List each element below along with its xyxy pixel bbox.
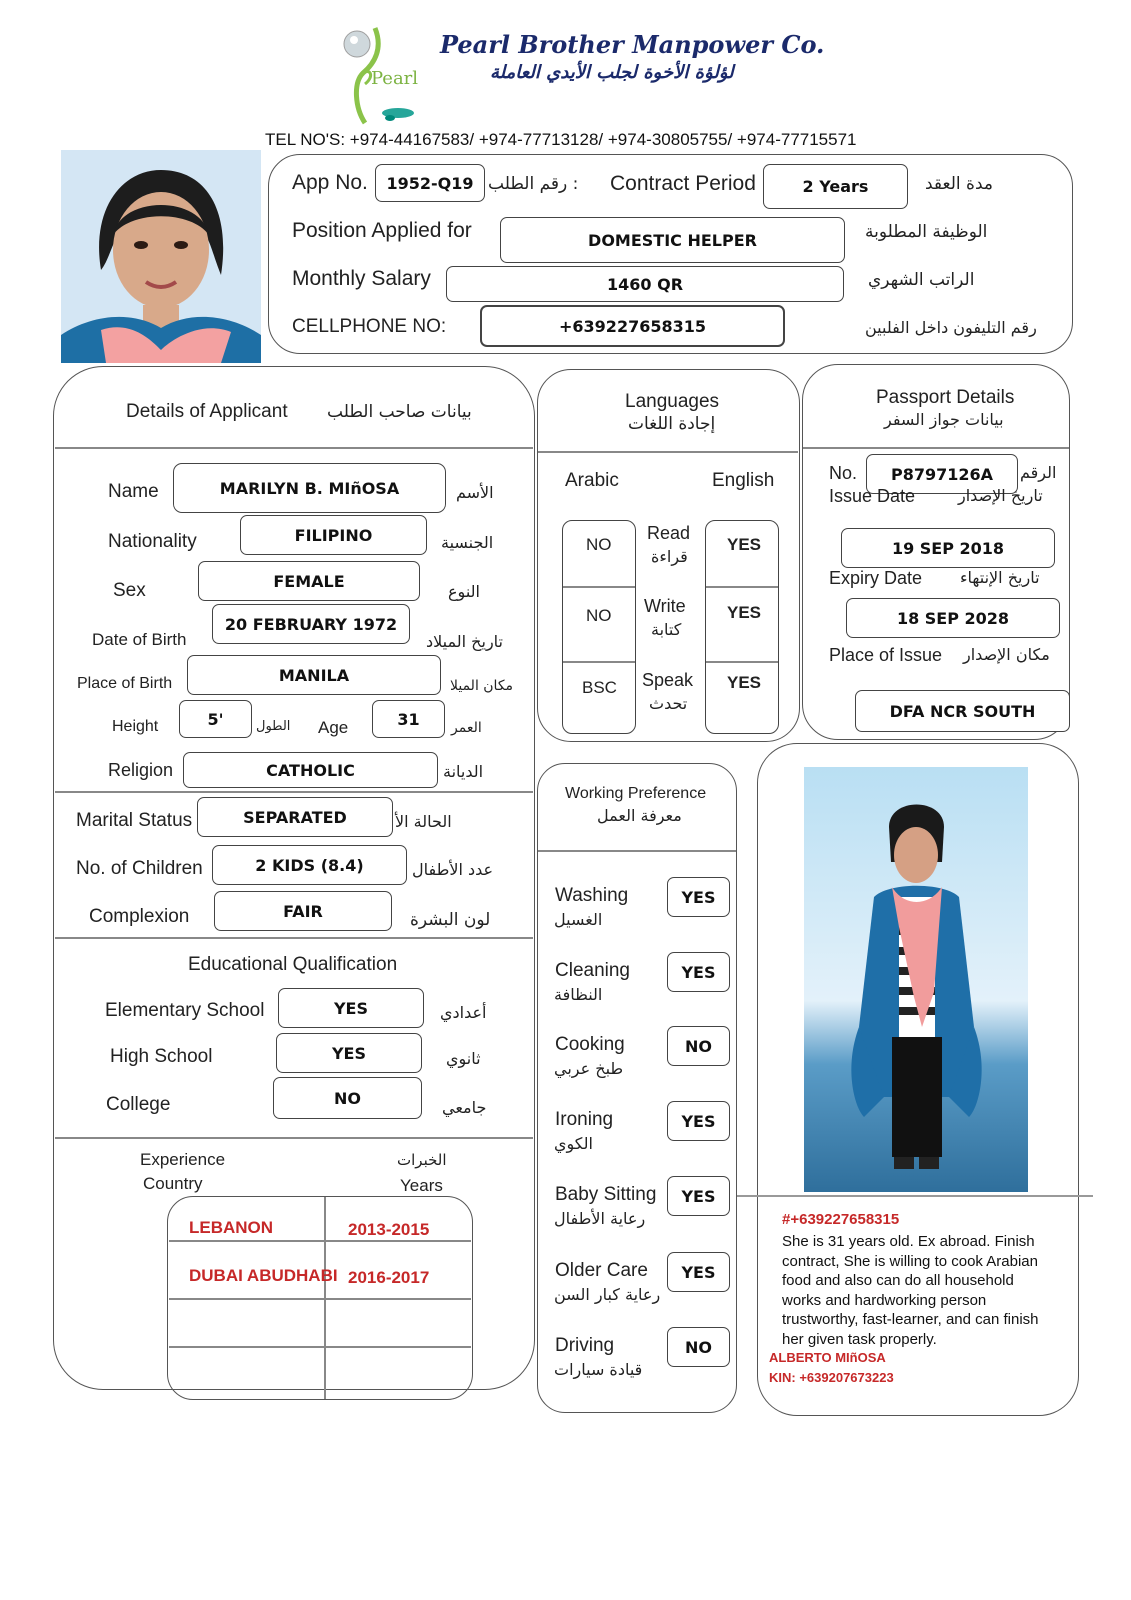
- place-of-issue-field: DFA NCR SOUTH: [855, 690, 1070, 732]
- passport-no-label: No.: [829, 463, 858, 483]
- divider: [55, 791, 533, 793]
- place-of-issue-label: Place of Issue: [829, 645, 943, 665]
- position-field: DOMESTIC HELPER: [500, 217, 845, 263]
- note-phone: #+639227658315: [782, 1211, 900, 1228]
- working-item-label-arabic: الكوي: [554, 1134, 593, 1153]
- divider: [55, 1137, 533, 1139]
- passport-title-arabic: بيانات جواز السفر: [884, 410, 1004, 429]
- logo-text: Pearl: [371, 68, 419, 89]
- company-logo: [335, 18, 430, 128]
- issue-date-arabic: تاريخ الإصدار: [958, 486, 1043, 505]
- passport-no-field: P8797126A: [866, 454, 1018, 494]
- experience-years-2: 2016-2017: [348, 1268, 430, 1287]
- write-english-value: YES: [727, 603, 762, 622]
- nationality-field: FILIPINO: [240, 515, 427, 555]
- dob-arabic: تاريخ الميلاد: [426, 632, 503, 651]
- age-arabic: العمر: [451, 720, 482, 736]
- experience-title: Experience: [140, 1150, 226, 1169]
- note-text: She is 31 years old. Ex abroad. Finish contract, She is willing to cook Arabian food and also can do all household works and hardworking person trustworthy, fast-learner, and can finish her given task properly.: [782, 1233, 1039, 1348]
- religion-arabic: الديانة: [443, 762, 484, 781]
- dob-label: Date of Birth: [92, 630, 187, 649]
- experience-years-1: 2013-2015: [348, 1220, 430, 1239]
- name-arabic: الأسم: [456, 483, 494, 502]
- applicant-full-photo: [804, 767, 1028, 1192]
- working-item-label: Older Care: [555, 1260, 648, 1281]
- applicant-title-arabic: بيانات صاحب الطلب: [327, 402, 472, 422]
- read-label-arabic: قراءة: [651, 547, 688, 566]
- name-label: Name: [108, 481, 159, 502]
- contract-period-field: 2 Years: [763, 164, 908, 209]
- college-arabic: جامعي: [442, 1098, 487, 1117]
- high-school-label: High School: [110, 1046, 213, 1067]
- speak-english-value: YES: [727, 673, 762, 692]
- working-item-label-arabic: النظافة: [554, 985, 603, 1004]
- complexion-arabic: لون البشرة: [410, 910, 491, 930]
- read-english-value: YES: [727, 535, 762, 554]
- working-item-label-arabic: الغسيل: [554, 910, 603, 929]
- marital-arabic: الحالة الأ: [395, 812, 452, 831]
- education-title: Educational Qualification: [188, 954, 398, 975]
- working-item-label-arabic: طبخ عربي: [554, 1059, 624, 1078]
- experience-row-divider: [169, 1298, 471, 1300]
- place-of-issue-arabic: مكان الإصدار: [963, 645, 1050, 664]
- working-item-label: Cleaning: [555, 960, 630, 981]
- cellphone-label: CELLPHONE NO:: [292, 316, 447, 337]
- elementary-arabic: أعدادي: [440, 1003, 487, 1022]
- divider: [55, 447, 533, 449]
- pob-label: Place of Birth: [77, 675, 173, 692]
- salary-field: 1460 QR: [446, 266, 844, 302]
- languages-title: Languages: [625, 391, 720, 412]
- arabic-column-label: Arabic: [565, 470, 619, 491]
- divider: [737, 1195, 1093, 1197]
- divider: [55, 937, 533, 939]
- working-item-value: NO: [667, 1026, 730, 1066]
- company-name: Pearl Brother Manpower Co.: [440, 30, 825, 59]
- children-arabic: عدد الأطفال: [412, 860, 494, 879]
- divider: [538, 451, 798, 453]
- write-label: Write: [644, 596, 686, 616]
- age-label: Age: [318, 718, 349, 737]
- children-field: 2 KIDS (8.4): [212, 845, 407, 885]
- age-field: 31: [372, 700, 445, 738]
- complexion-label: Complexion: [89, 906, 190, 927]
- working-item-value: YES: [667, 877, 730, 917]
- app-no-field: 1952-Q19: [375, 164, 485, 202]
- speak-arabic-value: BSC: [582, 678, 617, 697]
- elementary-label: Elementary School: [105, 1000, 265, 1021]
- working-item-value: YES: [667, 952, 730, 992]
- speak-label-arabic: تحدث: [649, 694, 688, 713]
- expiry-date-label: Expiry Date: [829, 568, 923, 588]
- experience-years-label: Years: [400, 1176, 443, 1195]
- dob-field: 20 FEBRUARY 1972: [212, 604, 410, 644]
- kin-name: ALBERTO MIñOSA: [769, 1350, 886, 1365]
- read-arabic-value: NO: [586, 535, 612, 554]
- height-arabic: الطول: [256, 719, 291, 734]
- nationality-arabic: الجنسية: [441, 533, 494, 552]
- complexion-field: FAIR: [214, 891, 392, 931]
- working-item-label-arabic: رعاية كبار السن: [554, 1285, 661, 1304]
- experience-title-arabic: الخبرات: [397, 1151, 447, 1169]
- experience-country-label: Country: [143, 1174, 203, 1193]
- marital-field: SEPARATED: [197, 797, 393, 837]
- contract-period-arabic: مدة العقد: [925, 174, 993, 194]
- college-label: College: [106, 1094, 171, 1115]
- working-title: Working Preference: [565, 785, 707, 802]
- write-arabic-value: NO: [586, 606, 612, 625]
- religion-label: Religion: [108, 760, 174, 780]
- salary-label: Monthly Salary: [292, 267, 431, 290]
- working-item-label-arabic: رعاية الأطفال: [554, 1209, 646, 1228]
- experience-row-divider: [169, 1240, 471, 1242]
- divider: [803, 447, 1069, 449]
- expiry-date-arabic: تاريخ الإنتهاء: [960, 568, 1040, 587]
- working-item-value: YES: [667, 1176, 730, 1216]
- pob-field: MANILA: [187, 655, 441, 695]
- elementary-field: YES: [278, 988, 424, 1028]
- passport-title: Passport Details: [876, 387, 1015, 408]
- working-item-value: YES: [667, 1101, 730, 1141]
- applicant-title: Details of Applicant: [126, 401, 288, 422]
- working-item-label: Ironing: [555, 1109, 614, 1130]
- speak-label: Speak: [642, 670, 694, 690]
- applicant-headshot: [61, 150, 261, 363]
- app-no-label: App No.: [292, 171, 368, 194]
- experience-country-2: DUBAI ABUDHABI: [189, 1266, 338, 1285]
- experience-country-1: LEBANON: [189, 1218, 274, 1237]
- working-item-label: Driving: [555, 1335, 615, 1356]
- write-label-arabic: كتابة: [651, 620, 682, 639]
- divider: [563, 661, 635, 663]
- company-telephones: TEL NO'S: +974-44167583/ +974-77713128/ +974-30805755/ +974-77715571: [265, 130, 857, 149]
- working-title-arabic: معرفة العمل: [597, 806, 682, 825]
- working-item-label-arabic: قيادة سيارات: [554, 1360, 643, 1379]
- experience-row-divider: [169, 1346, 471, 1348]
- contract-period-label: Contract Period: [610, 172, 756, 195]
- working-item-label: Cooking: [555, 1034, 625, 1055]
- working-item-label: Washing: [555, 885, 629, 906]
- marital-label: Marital Status: [76, 810, 193, 831]
- divider: [563, 586, 635, 588]
- sex-label: Sex: [113, 580, 146, 601]
- working-item-label: Baby Sitting: [555, 1184, 657, 1205]
- nationality-label: Nationality: [108, 531, 197, 552]
- cellphone-arabic: رقم التليفون داخل الفلبين: [865, 318, 1037, 337]
- app-no-arabic: : رقم الطلب: [488, 174, 579, 194]
- children-label: No. of Children: [76, 858, 203, 879]
- passport-no-arabic: الرقم: [1020, 463, 1057, 482]
- religion-field: CATHOLIC: [183, 752, 438, 788]
- height-field: 5': [179, 700, 252, 738]
- sex-arabic: النوع: [448, 582, 480, 601]
- working-item-value: NO: [667, 1327, 730, 1367]
- high-school-arabic: ثانوي: [446, 1049, 481, 1068]
- company-name-arabic: لؤلؤة الأخوة لجلب الأيدي العاملة: [490, 62, 734, 83]
- issue-date-label: Issue Date: [829, 486, 916, 506]
- pob-arabic: مكان الميلا: [450, 678, 514, 694]
- divider: [538, 850, 736, 852]
- kin-phone: KIN: +639207673223: [769, 1370, 894, 1385]
- position-arabic: الوظيفة المطلوبة: [865, 222, 988, 242]
- divider: [706, 661, 778, 663]
- divider: [706, 586, 778, 588]
- working-item-value: YES: [667, 1252, 730, 1292]
- working-preference-card: [537, 763, 737, 1413]
- college-field: NO: [273, 1077, 422, 1119]
- salary-arabic: الراتب الشهري: [868, 270, 975, 290]
- expiry-date-field: 18 SEP 2028: [846, 598, 1060, 638]
- issue-date-field: 19 SEP 2018: [841, 528, 1055, 568]
- read-label: Read: [647, 523, 691, 543]
- high-school-field: YES: [276, 1033, 422, 1073]
- height-label: Height: [112, 718, 159, 735]
- languages-title-arabic: إجادة اللغات: [628, 414, 716, 434]
- name-field: MARILYN B. MIñOSA: [173, 463, 446, 513]
- english-column-label: English: [712, 470, 775, 491]
- position-label: Position Applied for: [292, 219, 472, 242]
- sex-field: FEMALE: [198, 561, 420, 601]
- cellphone-field: +639227658315: [480, 305, 785, 347]
